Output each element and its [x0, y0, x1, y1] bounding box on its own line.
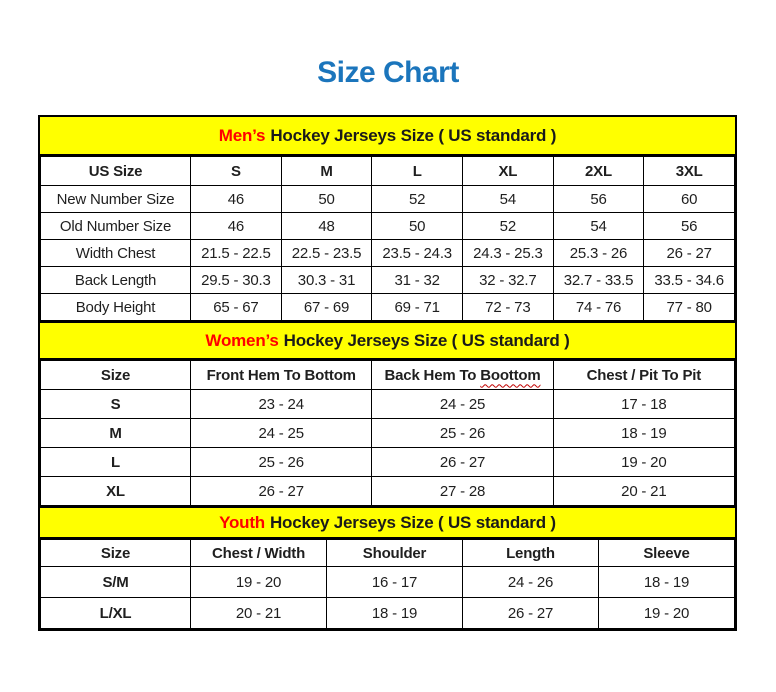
table-row	[41, 240, 735, 267]
column-header: Chest / Width	[191, 540, 327, 567]
table-row	[41, 477, 735, 506]
table-row	[41, 598, 735, 629]
column-header: 3XL	[644, 157, 735, 186]
row-label: Back Length	[41, 267, 191, 294]
size-value-cell: 25 - 26	[191, 448, 372, 477]
size-value-cell: 32.7 - 33.5	[553, 267, 644, 294]
youth-banner-text: Hockey Jerseys Size ( US standard )	[269, 512, 556, 532]
youth-section-banner	[40, 506, 735, 539]
column-header: US Size	[41, 157, 191, 186]
size-value-cell: 50	[372, 213, 463, 240]
mens-section	[40, 117, 735, 321]
size-value-cell: 24 - 26	[463, 567, 599, 598]
column-header: 2XL	[553, 157, 644, 186]
column-header: Size	[41, 540, 191, 567]
size-value-cell: 52	[463, 213, 554, 240]
size-value-cell: 26 - 27	[463, 598, 599, 629]
column-header: XL	[463, 157, 554, 186]
size-value-cell: 65 - 67	[191, 294, 282, 321]
size-value-cell: 33.5 - 34.6	[644, 267, 735, 294]
row-label: S/M	[41, 567, 191, 598]
row-label: Body Height	[41, 294, 191, 321]
size-value-cell: 19 - 20	[553, 448, 734, 477]
size-value-cell: 19 - 20	[191, 567, 327, 598]
size-value-cell: 27 - 28	[372, 477, 553, 506]
size-value-cell: 18 - 19	[598, 567, 734, 598]
size-chart	[38, 115, 737, 631]
size-value-cell: 26 - 27	[372, 448, 553, 477]
size-value-cell: 17 - 18	[553, 390, 734, 419]
womens-section-banner	[40, 321, 735, 360]
table-row	[41, 186, 735, 213]
table-row	[41, 213, 735, 240]
size-value-cell: 54	[553, 213, 644, 240]
table-row	[41, 294, 735, 321]
size-value-cell: 22.5 - 23.5	[281, 240, 372, 267]
size-value-cell: 16 - 17	[327, 567, 463, 598]
size-value-cell: 72 - 73	[463, 294, 554, 321]
size-value-cell: 32 - 32.7	[463, 267, 554, 294]
mens-section-banner	[40, 117, 735, 156]
mens-size-table	[40, 156, 735, 321]
youth-size-table	[40, 539, 735, 629]
header-row	[41, 361, 735, 390]
size-value-cell: 24.3 - 25.3	[463, 240, 554, 267]
row-label: XL	[41, 477, 191, 506]
size-value-cell: 26 - 27	[644, 240, 735, 267]
mens-banner-highlight: Men’s	[218, 125, 266, 145]
size-value-cell: 21.5 - 22.5	[191, 240, 282, 267]
column-header: Length	[463, 540, 599, 567]
womens-size-table	[40, 360, 735, 506]
womens-banner-highlight: Women’s	[205, 330, 279, 350]
table-row	[41, 567, 735, 598]
size-value-cell: 48	[281, 213, 372, 240]
misspelled-word: Boottom	[480, 366, 541, 384]
womens-section	[40, 321, 735, 506]
column-header: Sleeve	[598, 540, 734, 567]
size-value-cell: 56	[553, 186, 644, 213]
table-row	[41, 390, 735, 419]
column-header: M	[281, 157, 372, 186]
size-value-cell: 30.3 - 31	[281, 267, 372, 294]
size-value-cell: 18 - 19	[327, 598, 463, 629]
size-value-cell: 24 - 25	[191, 419, 372, 448]
size-value-cell: 24 - 25	[372, 390, 553, 419]
size-value-cell: 60	[644, 186, 735, 213]
size-value-cell: 25 - 26	[372, 419, 553, 448]
size-value-cell: 77 - 80	[644, 294, 735, 321]
column-header: Chest / Pit To Pit	[553, 361, 734, 390]
table-row	[41, 419, 735, 448]
column-header: Front Hem To Bottom	[191, 361, 372, 390]
row-label: Old Number Size	[41, 213, 191, 240]
column-header: S	[191, 157, 282, 186]
womens-banner-text: Hockey Jerseys Size ( US standard )	[283, 330, 570, 350]
youth-banner-highlight: Youth	[219, 512, 265, 532]
row-label: Width Chest	[41, 240, 191, 267]
column-header: L	[372, 157, 463, 186]
size-value-cell: 67 - 69	[281, 294, 372, 321]
size-value-cell: 46	[191, 213, 282, 240]
size-value-cell: 69 - 71	[372, 294, 463, 321]
size-value-cell: 25.3 - 26	[553, 240, 644, 267]
column-header: Back Hem To Boottom	[372, 361, 553, 390]
row-label: M	[41, 419, 191, 448]
column-header: Shoulder	[327, 540, 463, 567]
size-value-cell: 18 - 19	[553, 419, 734, 448]
column-header: Size	[41, 361, 191, 390]
size-value-cell: 31 - 32	[372, 267, 463, 294]
size-value-cell: 20 - 21	[553, 477, 734, 506]
row-label: S	[41, 390, 191, 419]
size-value-cell: 26 - 27	[191, 477, 372, 506]
header-row	[41, 540, 735, 567]
size-value-cell: 54	[463, 186, 554, 213]
size-value-cell: 19 - 20	[598, 598, 734, 629]
size-value-cell: 50	[281, 186, 372, 213]
row-label: L	[41, 448, 191, 477]
size-value-cell: 74 - 76	[553, 294, 644, 321]
size-value-cell: 23 - 24	[191, 390, 372, 419]
row-label: L/XL	[41, 598, 191, 629]
size-value-cell: 20 - 21	[191, 598, 327, 629]
size-value-cell: 56	[644, 213, 735, 240]
table-row	[41, 267, 735, 294]
size-value-cell: 52	[372, 186, 463, 213]
page-title: Size Chart	[317, 56, 459, 89]
row-label: New Number Size	[41, 186, 191, 213]
mens-banner-text: Hockey Jerseys Size ( US standard )	[270, 125, 557, 145]
size-value-cell: 46	[191, 186, 282, 213]
youth-section	[40, 506, 735, 629]
header-row	[41, 157, 735, 186]
table-row	[41, 448, 735, 477]
size-value-cell: 29.5 - 30.3	[191, 267, 282, 294]
size-value-cell: 23.5 - 24.3	[372, 240, 463, 267]
